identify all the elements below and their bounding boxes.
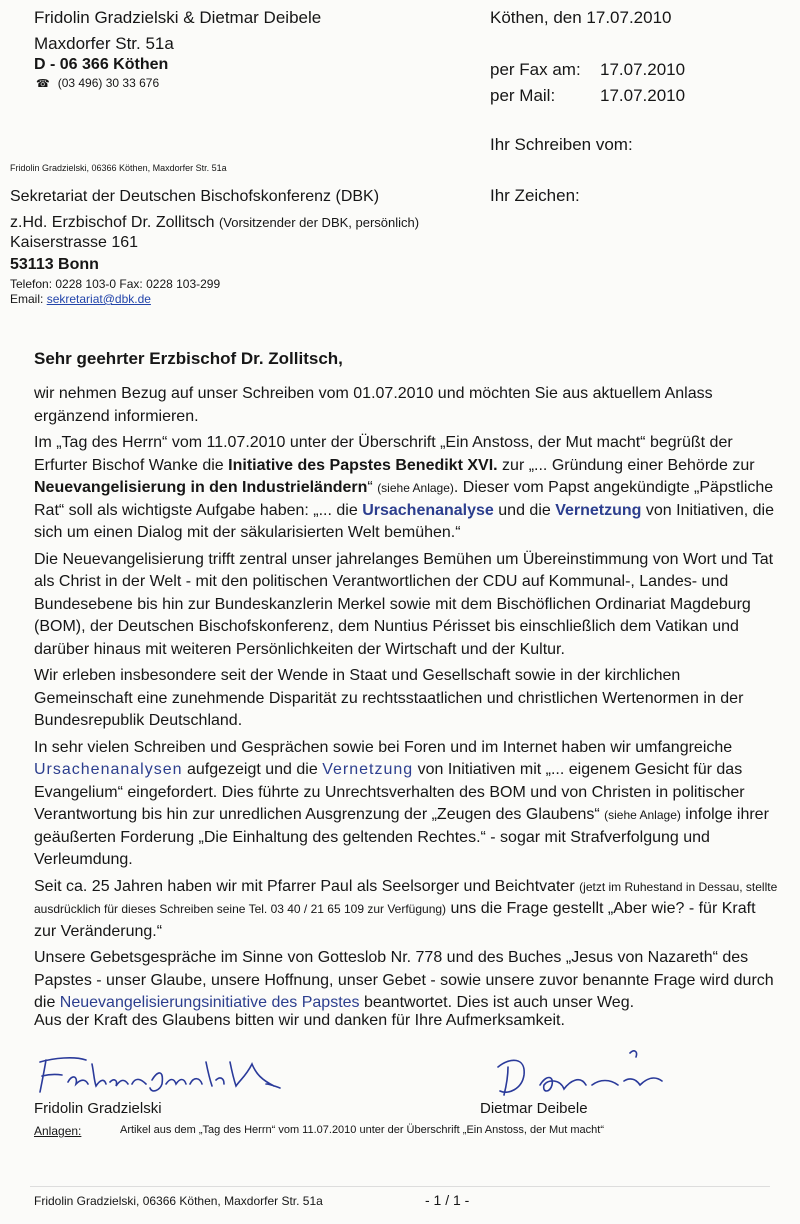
paragraph-7 [34, 947, 782, 1015]
sender-phone-line [36, 76, 159, 90]
p7-text-c: beantwortet. Dies ist auch unser Weg. [359, 994, 635, 1011]
your-sign-ref: Ihr Zeichen: [490, 186, 580, 205]
p2-cause-analysis: Ursachenanalyse [362, 501, 494, 519]
p2-text-a: Im „Tag des Herrn“ vom 11.07.2010 unter der Überschrift „Ein Anstoss, der Mut macht“ begrüßt der Erfurter Bischof Wanke die [34, 434, 733, 474]
sender-phone: (03 496) 30 33 676 [57, 76, 160, 90]
mail-date: 17.07.2010 [600, 86, 686, 105]
p2-text-g: . Dieser vom Papst angekündigte „Päpstliche Rat“ soll als wichtigste Aufgabe haben: „... die [34, 479, 774, 519]
paragraph-4: Wir erleben insbesondere seit der Wende in Staat und Gesellschaft sowie in der kirchlichen Gemeinschaft eine zunehmende Disparität zu rechtsstaatlichen und christlichen Wertenormen in der Bundesrepublik Deutschland. [34, 667, 744, 729]
signer-name-1: Fridolin Gradzielski [34, 1100, 162, 1117]
p5-cause-analyses: Ursachenanalysen [34, 761, 183, 778]
p5-text-a: In sehr vielen Schreiben und Gesprächen sowie bei Foren und im Internet haben wir umfangreiche [34, 738, 733, 756]
return-address: Fridolin Gradzielski, 06366 Köthen, Maxdorfer Str. 51a [10, 163, 227, 173]
p5-text-c: aufgezeigt und die [182, 761, 323, 778]
signer-name-2: Dietmar Deibele [480, 1100, 588, 1117]
footer-address: Fridolin Gradzielski, 06366 Köthen, Maxdorfer Str. 51a [34, 1194, 323, 1208]
recipient-attn-name: z.Hd. Erzbischof Dr. Zollitsch [10, 214, 219, 231]
closing-line: Aus der Kraft des Glaubens bitten wir und danken für Ihre Aufmerksamkeit. [34, 1012, 565, 1029]
salutation: Sehr geehrter Erzbischof Dr. Zollitsch, [34, 349, 343, 368]
paragraph-6 [34, 876, 782, 944]
p6-text-c: uns die Frage gestellt „Aber wie? - für Kraft zur Veränderung.“ [34, 900, 756, 940]
page-number: - 1 / 1 - [425, 1192, 470, 1208]
recipient-street: Kaiserstrasse 161 [10, 234, 139, 251]
paragraph-1: wir nehmen Bezug auf unser Schreiben vom 01.07.2010 und möchten Sie aus aktuellem Anlass ergänzend informieren. [34, 385, 713, 425]
p6-note: (jetzt im Ruhestand in Dessau, stellte ausdrücklich für dieses Schreiben seine Tel. 03 40 / 21 65 109 zur Verfügung) [34, 879, 778, 916]
telephone-icon: ☎ [36, 78, 50, 90]
recipient-email-label: Email: [10, 292, 47, 306]
recipient-phone-fax: Telefon: 0228 103-0 Fax: 0228 103-299 [10, 277, 221, 291]
letter-date: Köthen, den 17.07.2010 [490, 8, 672, 27]
fax-date: 17.07.2010 [600, 60, 686, 79]
p7-text-a: Unsere Gebetsgespräche im Sinne von Gotteslob Nr. 778 und des Buches „Jesus von Nazareth“ des Papstes - unser Glaube, unsere Hoffnung, unser Gebet - sowie unsere zuvor benannte Frage wird durch die [34, 949, 774, 1011]
paragraph-5 [34, 737, 782, 872]
p5-networking: Vernetzung [322, 761, 414, 778]
footer-divider [30, 1186, 770, 1187]
attachments-label: Anlagen: [34, 1124, 82, 1138]
p2-text-c: zur „... Gründung einer Behörde zur [497, 456, 755, 474]
mail-label: per Mail: [490, 86, 556, 105]
recipient-attn [10, 214, 419, 232]
fax-label: per Fax am: [490, 60, 581, 79]
sender-street: Maxdorfer Str. 51a [34, 34, 174, 53]
paragraph-3: Die Neuevangelisierung trifft zentral unser jahrelanges Bemühen um Übereinstimmung von Wort und Tat als Christ in der Welt - mit den politischen Verantwortlichen der CDU auf Kommunal-, Landes- und Bundesebene bis hin zur Bundeskanzlerin Merkel sowie mit dem Bischöflichen Ordinariat Magdeburg (BOM), der Deutschen Bischofskonferenz, dem Nuntius Périsset bis einschließlich dem Vatikan und darüber hinaus mit weiteren Persönlichkeiten der Wirtschaft und der Kultur. [34, 550, 774, 658]
sender-name: Fridolin Gradzielski & Dietmar Deibele [34, 8, 322, 27]
your-letter-ref: Ihr Schreiben vom: [490, 135, 633, 154]
recipient-attn-note: (Vorsitzender der DBK, persönlich) [218, 215, 420, 230]
p6-text-a: Seit ca. 25 Jahren haben wir mit Pfarrer Paul als Seelsorger und Beichtvater [34, 877, 580, 895]
paragraph-2 [34, 432, 782, 545]
recipient-city: 53113 Bonn [10, 256, 99, 273]
p2-pope-initiative: Initiative des Papstes Benedikt XVI. [228, 456, 498, 474]
letter-body [34, 383, 782, 1019]
attachments-text: Artikel aus dem „Tag des Herrn“ vom 11.07.2010 unter der Überschrift „Ein Anstoss, der Mut macht“ [120, 1124, 604, 1136]
recipient-email-link[interactable]: sekretariat@dbk.de [46, 292, 151, 306]
p2-text-i: und die [493, 501, 556, 519]
sender-city: D - 06 366 Köthen [34, 56, 169, 73]
p2-see-attachment: (siehe Anlage) [377, 481, 454, 495]
recipient-email-line [10, 292, 151, 306]
p2-text-k: von Initiativen, die sich um einen Dialog mit der säkularisierten Welt bemühen.“ [34, 501, 774, 541]
p5-see-attachment: (siehe Anlage) [604, 808, 681, 822]
p2-new-evangelization: Neuevangelisierung in den Industrieländern [34, 479, 368, 496]
p7-pope-initiative: Neuevangelisierungsinitiative des Papstes [59, 994, 360, 1011]
p2-text-e: “ [367, 479, 378, 496]
p5-text-g: infolge ihrer geäußerten Forderung „Die Einhaltung des geltenden Rechtes.“ - sogar mit Strafverfolgung und Verleumdung. [34, 806, 769, 868]
p5-text-e: von Initiativen mit „... eigenem Gesicht für das Evangelium“ eingefordert. Dies führte zu Unrechtsverhalten des BOM und von Christen in politischer Verantwortung bis hin zur unredlichen Ausgrenzung der „Zeugen des Glaubens“ [34, 761, 745, 823]
recipient-org: Sekretariat der Deutschen Bischofskonferenz (DBK) [10, 188, 380, 205]
p2-networking: Vernetzung [555, 501, 642, 519]
signature-gradzielski [34, 1050, 284, 1096]
signature-deibele [490, 1045, 670, 1101]
